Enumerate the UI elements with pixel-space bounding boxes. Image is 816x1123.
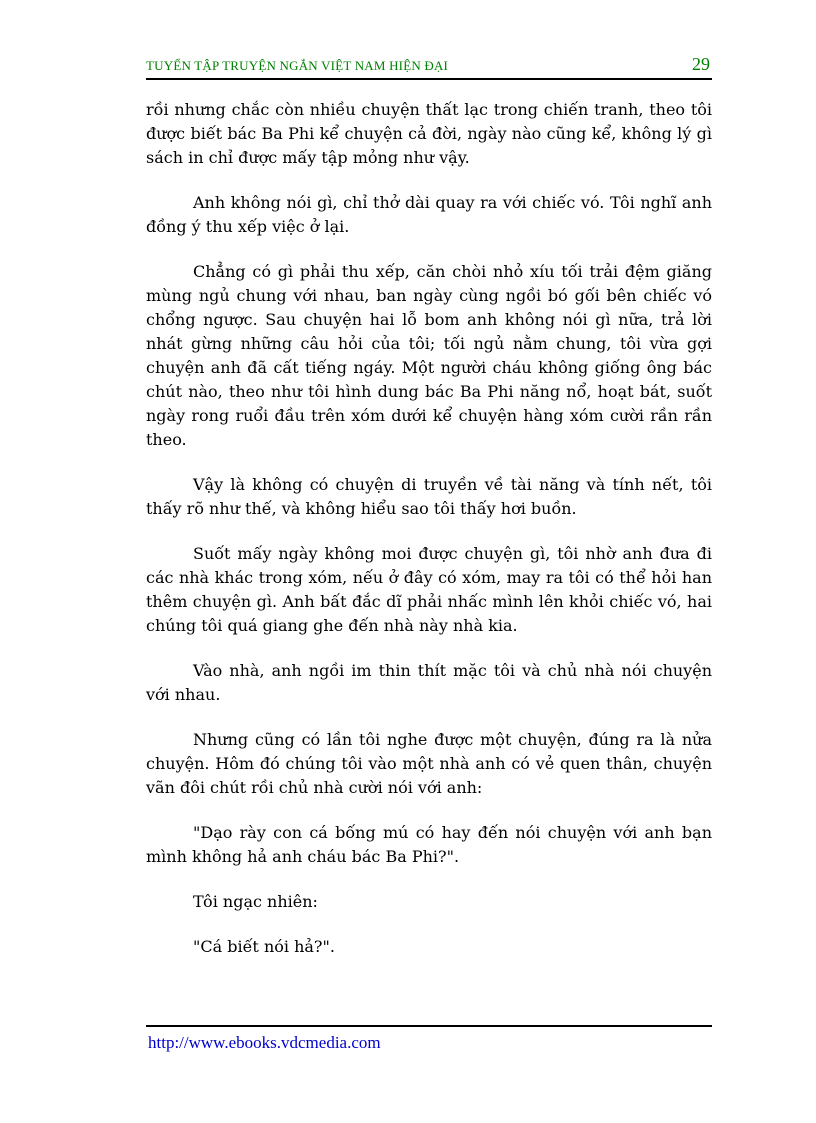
paragraph: Anh không nói gì, chỉ thở dài quay ra với chiếc vó. Tôi nghĩ anh đồng ý thu xếp việc ở lại. (146, 193, 712, 236)
paragraph: Vậy là không có chuyện di truyền về tài năng và tính nết, tôi thấy rõ như thế, và không hiểu sao tôi thấy hơi buồn. (146, 475, 712, 518)
paragraph: Suốt mấy ngày không moi được chuyện gì, tôi nhờ anh đưa đi các nhà khác trong xóm, nếu ở đây có xóm, may ra tôi có thể hỏi han thêm chuyện gì. Anh bất đắc dĩ phải nhấc mình lên khỏi chiếc vó, hai chúng tôi quá giang ghe đến nhà này nhà kia. (146, 544, 712, 635)
footer-divider (146, 1025, 712, 1027)
footer-link[interactable]: http://www.ebooks.vdcmedia.com (148, 1033, 381, 1052)
paragraph: Vào nhà, anh ngồi im thin thít mặc tôi và chủ nhà nói chuyện với nhau. (146, 661, 712, 704)
paragraph: "Cá biết nói hả?". (193, 937, 335, 956)
page-number: 29 (692, 54, 710, 74)
paragraph: rồi nhưng chắc còn nhiều chuyện thất lạc trong chiến tranh, theo tôi được biết bác Ba Phi kể chuyện cả đời, ngày nào cũng kể, không lý gì sách in chỉ được mấy tập mỏng như vậy. (146, 100, 712, 167)
book-title: TUYỂN TẬP TRUYỆN NGẮN VIỆT NAM HIỆN ĐẠI (146, 58, 449, 73)
paragraph: Chẳng có gì phải thu xếp, căn chòi nhỏ xíu tối trải đệm giăng mùng ngủ chung với nhau, ban ngày cùng ngồi bó gối bên chiếc vó chổng ngược. Sau chuyện hai lỗ bom anh không nói gì nữa, trả lời nhát gừng những câu hỏi của tôi; tối ngủ nằm chung, tôi vừa gợi chuyện anh đã cất tiếng ngáy. Một người cháu không giống ông bác chút nào, theo như tôi hình dung bác Ba Phi năng nổ, hoạt bát, suốt ngày rong ruổi đầu trên xóm dưới kể chuyện hàng xóm cười rần rần theo. (146, 262, 712, 449)
paragraph: Nhưng cũng có lần tôi nghe được một chuyện, đúng ra là nửa chuyện. Hôm đó chúng tôi vào một nhà anh có vẻ quen thân, chuyện vãn đôi chút rồi chủ nhà cười nói với anh: (146, 730, 712, 797)
page-body (146, 98, 712, 980)
paragraph: Tôi ngạc nhiên: (193, 892, 318, 911)
paragraph: "Dạo rày con cá bống mú có hay đến nói chuyện với anh bạn mình không hả anh cháu bác Ba Phi?". (146, 823, 712, 866)
page-header (146, 50, 712, 80)
